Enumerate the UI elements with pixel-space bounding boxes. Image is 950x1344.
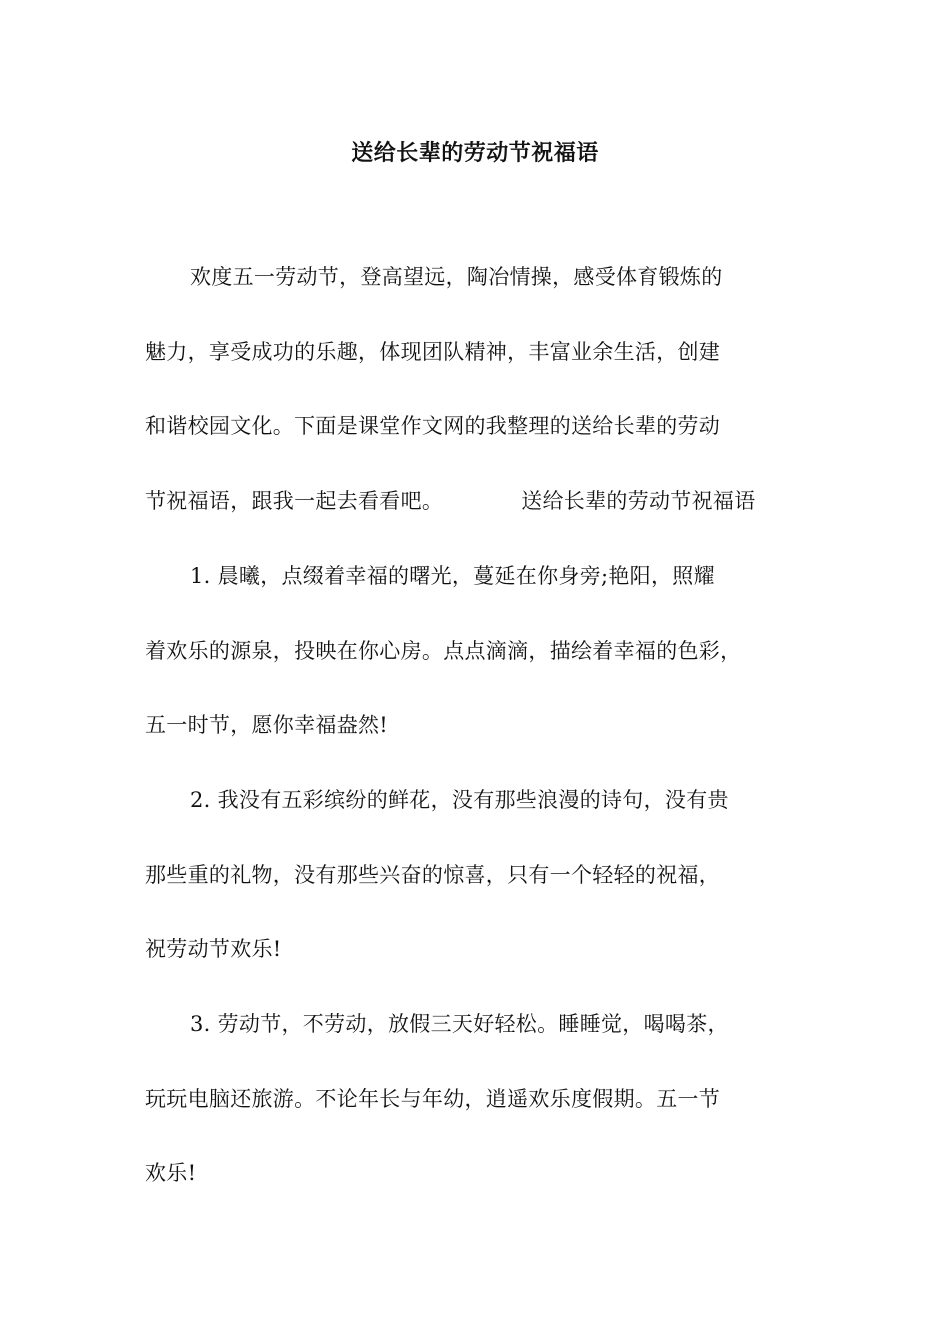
paragraph-line: 五一时节，愿你幸福盎然! [145,713,389,737]
paragraph-line: 欢乐! [145,1161,197,1185]
paragraph-line: 2. 我没有五彩缤纷的鲜花，没有那些浪漫的诗句，没有贵 [190,788,729,812]
paragraph-line: 玩玩电脑还旅游。不论年长与年幼，逍遥欢乐度假期。五一节 [145,1087,721,1111]
paragraph-text: 节祝福语，跟我一起去看看吧。 [145,489,444,513]
paragraph-line: 3. 劳动节，不劳动，放假三天好轻松。睡睡觉，喝喝茶， [190,1012,729,1036]
paragraph-line: 和谐校园文化。下面是课堂作文网的我整理的送给长辈的劳动 [145,414,721,438]
paragraph-line: 魅力，享受成功的乐趣，体现团队精神，丰富业余生活，创建 [145,340,721,364]
paragraph-line: 祝劳动节欢乐! [145,937,282,961]
paragraph-line: 着欢乐的源泉，投映在你心房。点点滴滴，描绘着幸福的色彩， [145,639,742,663]
document-title: 送给长辈的劳动节祝福语 [351,140,599,166]
paragraph-line: 欢度五一劳动节，登高望远，陶冶情操，感受体育锻炼的 [190,265,723,289]
inline-section-heading: 送给长辈的劳动节祝福语 [521,489,756,513]
paragraph-line: 那些重的礼物，没有那些兴奋的惊喜，只有一个轻轻的祝福， [145,863,721,887]
paragraph-line: 1. 晨曦，点缀着幸福的曙光，蔓延在你身旁;艳阳，照耀 [190,564,715,588]
paragraph-line-with-heading [145,486,756,516]
